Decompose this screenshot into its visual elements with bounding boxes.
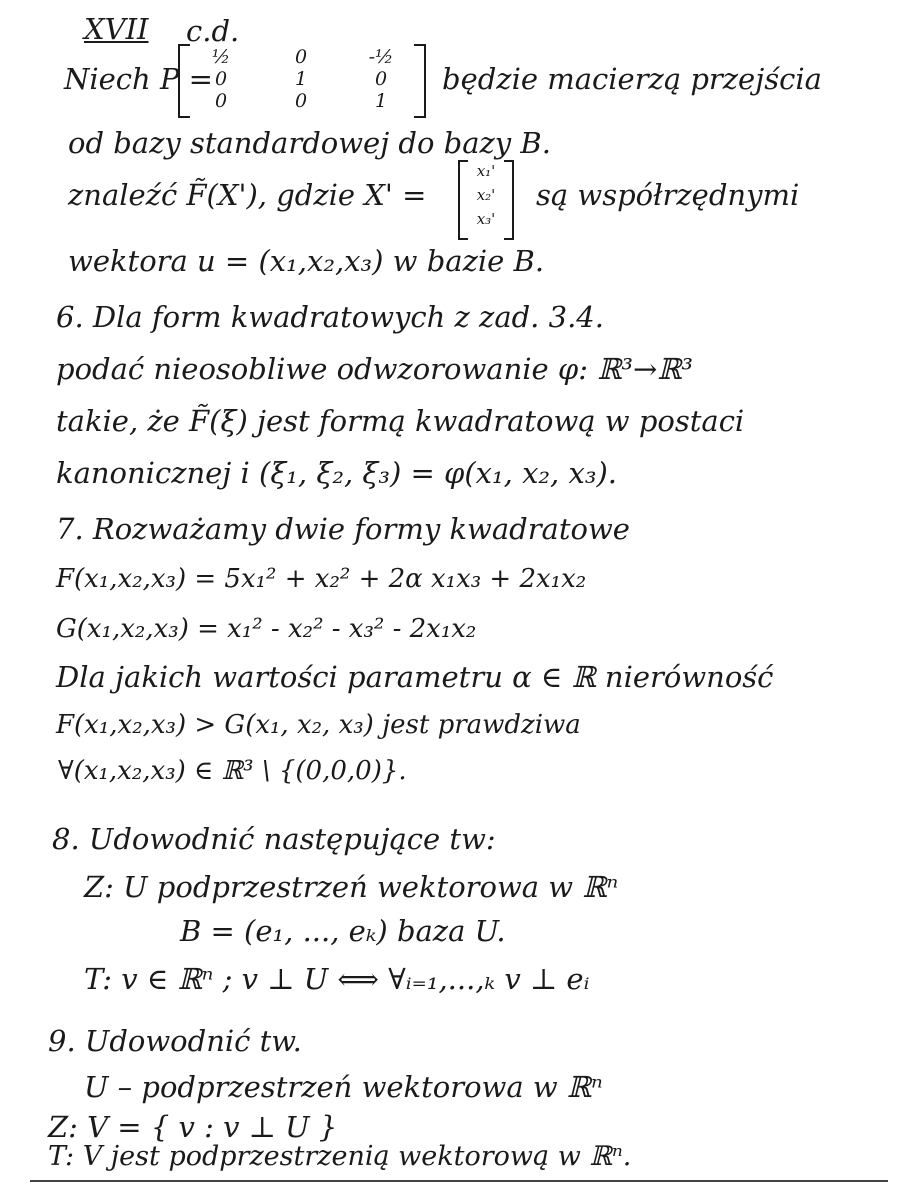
problem-7-quantifier: ∀(x₁,x₂,x₃) ∈ ℝ³ \ {(0,0,0)}. (58, 756, 407, 786)
continuation-mark: c.d. (186, 14, 240, 48)
matrix-cell: 0 (214, 90, 228, 112)
matrix-cell: 1 (374, 90, 388, 112)
matrix-line-4: wektora u = (x₁,x₂,x₃) w bazie B. (68, 244, 545, 278)
problem-8-hypothesis: Z: U podprzestrzeń wektorowa w ℝⁿ (84, 870, 619, 904)
vector-right-bracket (504, 160, 514, 240)
matrix-left-bracket (178, 44, 190, 118)
problem-9-thesis: T: V jest podprzestrzenią wektorową w ℝⁿ. (48, 1141, 632, 1172)
matrix-cell: 0 (374, 68, 388, 90)
vector-left-bracket (458, 160, 468, 240)
matrix-line-2: od bazy standardowej do bazy B. (68, 126, 551, 160)
problem-7-line: Dla jakich wartości parametru α ∈ ℝ nierówność (56, 660, 774, 694)
matrix-cell: 0 (294, 90, 308, 112)
problem-9-hypothesis: Z: V = { v : v ⊥ U } (48, 1110, 338, 1144)
problem-7-form-g: G(x₁,x₂,x₃) = x₁² - x₂² - x₃² - 2x₁x₂ (56, 614, 477, 644)
problem-7-form-f: F(x₁,x₂,x₃) = 5x₁² + x₂² + 2α x₁x₃ + 2x₁x₂ (56, 564, 587, 594)
problem-6-line: podać nieosobliwe odwzorowanie φ: ℝ³→ℝ³ (56, 352, 693, 386)
vector-entry: x₃' (476, 210, 496, 228)
problem-6-line: 6. Dla form kwadratowych z zad. 3.4. (56, 300, 604, 334)
page-bottom-edge (30, 1180, 888, 1182)
coordinate-vector (458, 160, 514, 240)
problem-8-line: 8. Udowodnić następujące tw: (52, 822, 496, 856)
section-number: XVII (84, 12, 149, 46)
problem-9-subspace: U – podprzestrzeń wektorowa w ℝⁿ (84, 1070, 603, 1104)
matrix-cell: ½ (211, 46, 231, 68)
matrix-cell: 0 (294, 46, 308, 68)
problem-8-thesis: T: v ∈ ℝⁿ ; v ⊥ U ⟺ ∀ᵢ₌₁,...,ₖ v ⊥ eᵢ (84, 962, 590, 996)
problem-7-inequality: F(x₁,x₂,x₃) > G(x₁, x₂, x₃) jest prawdziwa (56, 710, 581, 740)
matrix-cell: 1 (294, 68, 308, 90)
matrix-right-bracket (414, 44, 426, 118)
matrix-description: będzie macierzą przejścia (442, 62, 822, 96)
problem-6-line: kanonicznej i (ξ₁, ξ₂, ξ₃) = φ(x₁, x₂, x₃). (56, 456, 618, 490)
matrix-intro: Niech P = (64, 62, 213, 96)
transition-matrix (178, 44, 426, 116)
problem-6-line: takie, że F̃(ξ) jest formą kwadratową w postaci (56, 404, 745, 438)
problem-8-basis: B = (e₁, ..., eₖ) baza U. (180, 914, 506, 948)
vector-entry: x₁' (476, 162, 496, 180)
problem-9-line: 9. Udowodnić tw. (48, 1024, 302, 1058)
matrix-line-3-lead: znaleźć F̃(X'), gdzie X' = (68, 178, 427, 212)
matrix-cell: 0 (214, 68, 228, 90)
vector-entry: x₂' (476, 186, 496, 204)
matrix-cell: -½ (368, 46, 394, 68)
matrix-line-3-tail: są współrzędnymi (536, 178, 800, 212)
problem-7-line: 7. Rozważamy dwie formy kwadratowe (56, 512, 630, 546)
